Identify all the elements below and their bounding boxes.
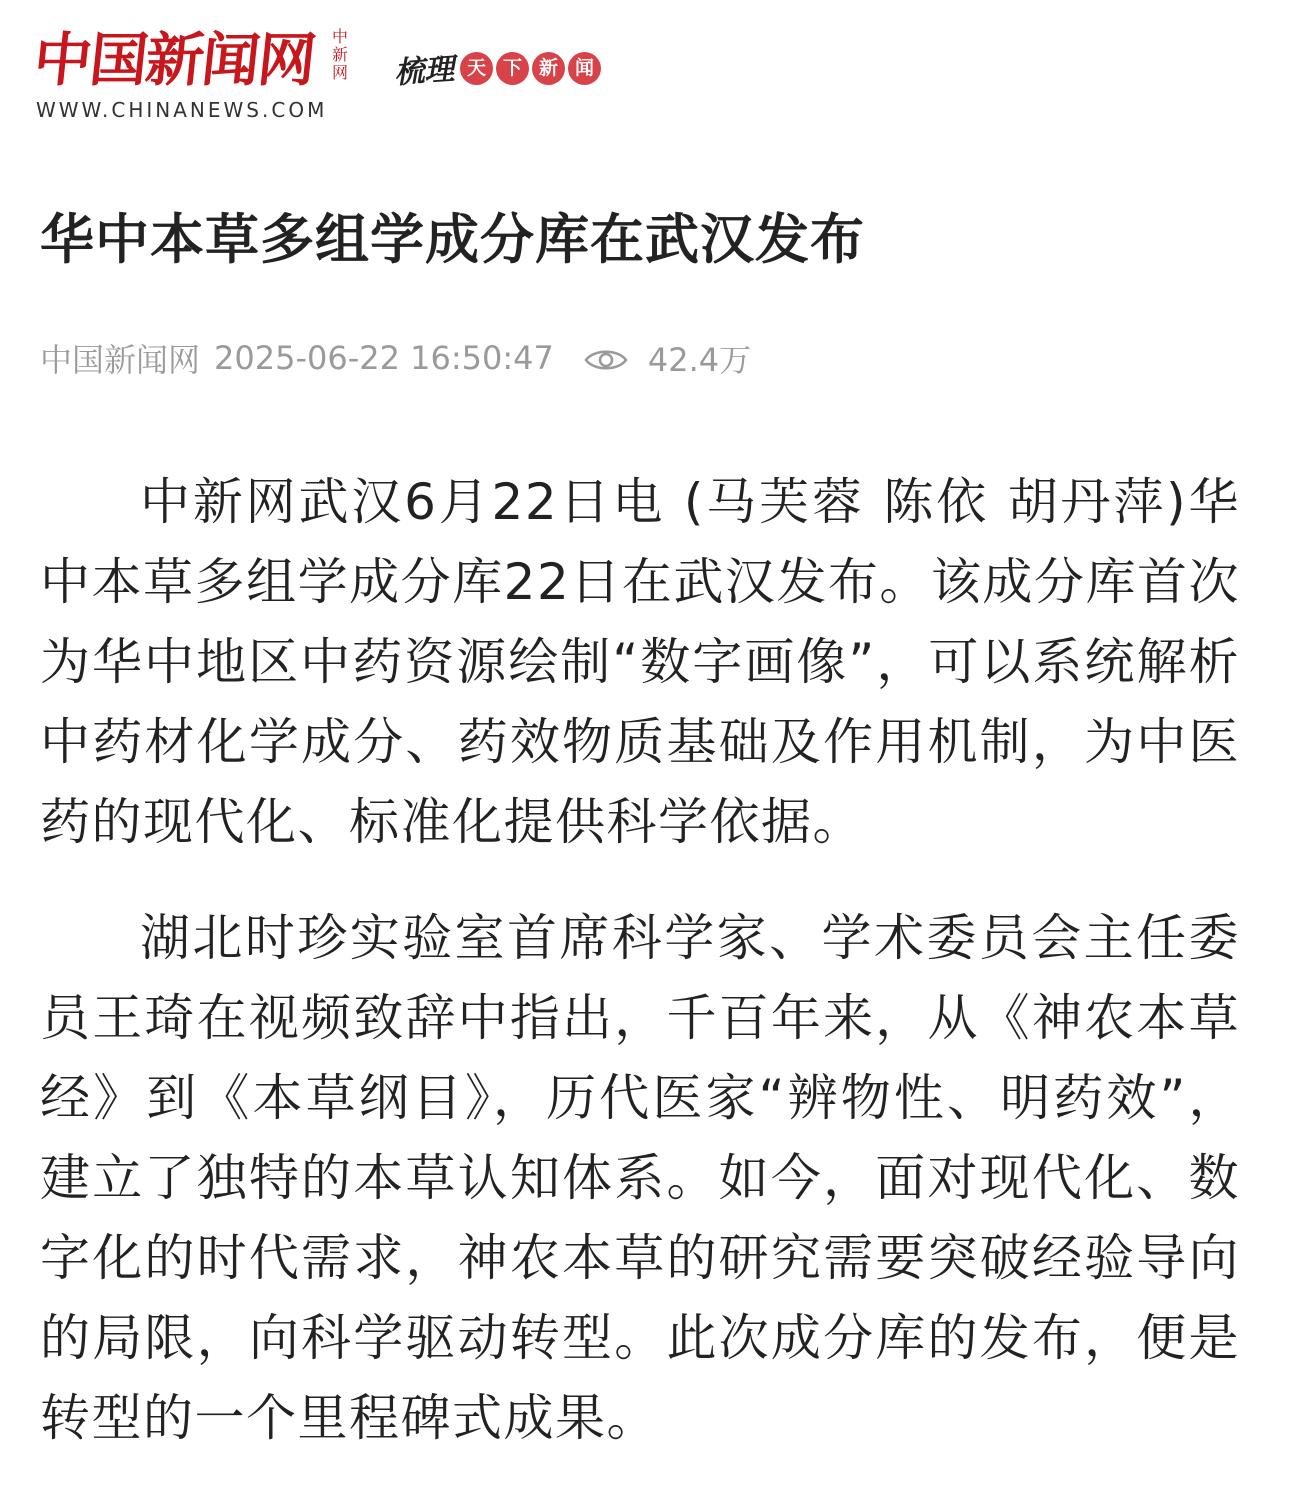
site-logo[interactable]: 中国新闻网 [30, 26, 318, 94]
slogan-circle-char: 新 [532, 52, 565, 85]
logo-side-char: 新 [331, 45, 348, 64]
eye-icon [584, 344, 628, 372]
article-title: 华中本草多组学成分库在武汉发布 [40, 208, 865, 271]
slogan-circles [460, 52, 604, 85]
slogan-script-text: 梳理 [393, 51, 456, 92]
article-paragraph: 中新网武汉6月22日电 (马芙蓉 陈依 胡丹萍)华中本草多组学成分库22日在武汉发布。该成分库首次为华中地区中药资源绘制“数字画像”，可以系统解析中药材化学成分、药效物质基础及作用机制，为中医药的现代化、标准化提供科学依据。 [40, 473, 1240, 851]
slogan-circle-char: 下 [496, 52, 529, 85]
site-url: WWW.CHINANEWS.COM [36, 98, 328, 122]
slogan-circle-char: 天 [460, 52, 493, 85]
site-header [30, 22, 634, 132]
article-body [40, 462, 1240, 1494]
article-paragraph: 湖北时珍实验室首席科学家、学术委员会主任委员王琦在视频致辞中指出，千百年来，从《神农本草经》到《本草纲目》，历代医家“辨物性、明药效”，建立了独特的本草认知体系。如今，面对现代化、数字化的时代需求，神农本草的研究需要突破经验导向的局限，向科学驱动转型。此次成分库的发布，便是转型的一个里程碑式成果。 [40, 909, 1240, 1447]
logo-side-char: 中 [331, 27, 348, 46]
article-meta [40, 336, 751, 380]
article-timestamp: 2025-06-22 16:50:47 [214, 339, 554, 377]
logo-side-char: 网 [331, 63, 348, 82]
article-source[interactable]: 中国新闻网 [40, 341, 201, 379]
slogan-circle-char: 闻 [568, 52, 601, 85]
logo-side-text [330, 28, 350, 82]
article-view-count: 42.4万 [647, 341, 752, 379]
site-slogan [393, 48, 604, 92]
